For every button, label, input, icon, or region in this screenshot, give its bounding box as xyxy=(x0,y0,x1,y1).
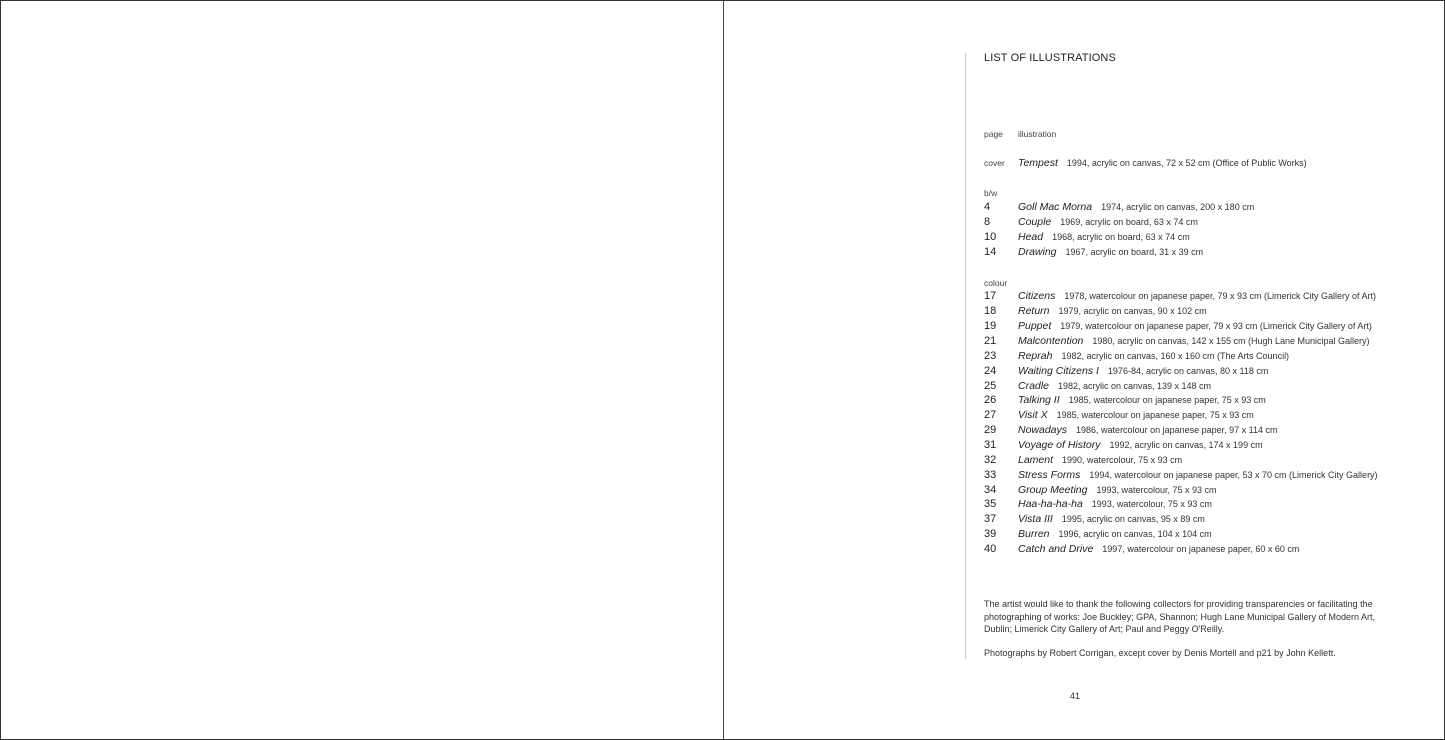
page-number: 18 xyxy=(984,305,997,317)
page-number: 33 xyxy=(984,469,997,481)
page-number: 34 xyxy=(984,484,997,496)
artwork-title: Goll Mac Morna xyxy=(1018,201,1093,213)
artwork-description: 1976-84, acrylic on canvas, 80 x 118 cm xyxy=(1107,366,1269,376)
artwork-description: 1992, acrylic on canvas, 174 x 199 cm xyxy=(1109,440,1263,450)
list-item xyxy=(984,200,1254,215)
page-number: 14 xyxy=(984,246,997,258)
margin-rule xyxy=(965,53,966,659)
artwork-description: 1995, acrylic on canvas, 95 x 89 cm xyxy=(1061,514,1205,524)
list-item xyxy=(984,423,1278,438)
artwork-description: 1993, watercolour, 75 x 93 cm xyxy=(1091,499,1212,509)
page-number: 19 xyxy=(984,320,997,332)
list-item xyxy=(984,527,1212,542)
list-item xyxy=(984,334,1370,349)
list-item xyxy=(984,408,1254,423)
page-number: 4 xyxy=(984,201,991,213)
page-number: 17 xyxy=(984,290,997,302)
artwork-description: 1990, watercolour, 75 x 93 cm xyxy=(1062,455,1183,465)
artwork-description: 1980, acrylic on canvas, 142 x 155 cm (Hugh Lane Municipal Gallery) xyxy=(1092,336,1370,346)
list-item xyxy=(984,289,1376,304)
list-item xyxy=(984,379,1211,394)
list-item xyxy=(984,393,1266,408)
artwork-title: Catch and Drive xyxy=(1018,543,1094,555)
artwork-title: Malcontention xyxy=(1018,335,1084,347)
artwork-title: Burren xyxy=(1018,528,1050,540)
artwork-description: 1986, watercolour on japanese paper, 97 x 114 cm xyxy=(1076,425,1278,435)
page-number: 21 xyxy=(984,335,997,347)
artwork-title: Return xyxy=(1018,305,1050,317)
page-number: 31 xyxy=(984,439,997,451)
list-item xyxy=(984,304,1207,319)
section-label-colour: colour xyxy=(984,278,1008,288)
page-number: 24 xyxy=(984,365,997,377)
page-number: 39 xyxy=(984,528,997,540)
artwork-title: Haa-ha-ha-ha xyxy=(1018,498,1083,510)
page-number: 32 xyxy=(984,454,997,466)
list-item xyxy=(984,364,1268,379)
page-number: 10 xyxy=(984,231,997,243)
page-number: 25 xyxy=(984,380,997,392)
photo-credits: Photographs by Robert Corrigan, except cover by Denis Mortell and p21 by John Kellett. xyxy=(984,648,1336,658)
list-item xyxy=(984,215,1198,230)
artwork-title: Visit X xyxy=(1018,409,1048,421)
list-item xyxy=(984,230,1190,245)
artwork-description: 1994, watercolour on japanese paper, 53 x 70 cm (Limerick City Gallery) xyxy=(1089,470,1378,480)
artwork-title: Reprah xyxy=(1018,350,1053,362)
cover-description: 1994, acrylic on canvas, 72 x 52 cm (Office of Public Works) xyxy=(1066,158,1307,168)
page-number: 37 xyxy=(984,513,997,525)
page-title: LIST OF ILLUSTRATIONS xyxy=(984,52,1116,64)
section-label-bw: b/w xyxy=(984,188,998,198)
artwork-title: Lament xyxy=(1018,454,1054,466)
artwork-description: 1985, watercolour on japanese paper, 75 x 93 cm xyxy=(1056,410,1254,420)
list-item xyxy=(984,453,1182,468)
list-item xyxy=(984,438,1263,453)
artwork-description: 1979, acrylic on canvas, 90 x 102 cm xyxy=(1058,306,1207,316)
page-number: 23 xyxy=(984,350,997,362)
list-item xyxy=(984,542,1299,557)
artwork-title: Vista III xyxy=(1018,513,1053,525)
list-item xyxy=(984,319,1372,334)
artwork-description: 1985, watercolour on japanese paper, 75 x 93 cm xyxy=(1068,395,1266,405)
artwork-description: 1967, acrylic on board, 31 x 39 cm xyxy=(1065,247,1204,257)
artwork-title: Stress Forms xyxy=(1018,469,1081,481)
page-number: 26 xyxy=(984,394,997,406)
list-item xyxy=(984,483,1217,498)
cover-entry xyxy=(984,156,1307,171)
artwork-description: 1968, acrylic on board, 63 x 74 cm xyxy=(1052,232,1190,242)
cover-title: Tempest xyxy=(1018,157,1058,169)
page-number: 29 xyxy=(984,424,997,436)
artwork-title: Nowadays xyxy=(1018,424,1068,436)
artwork-description: 1974, acrylic on canvas, 200 x 180 cm xyxy=(1101,202,1255,212)
column-header-page: page xyxy=(984,129,1003,139)
artwork-description: 1969, acrylic on board, 63 x 74 cm xyxy=(1060,217,1198,227)
list-item xyxy=(984,245,1203,260)
list-item xyxy=(984,497,1212,512)
spine-divider xyxy=(723,1,724,739)
list-item xyxy=(984,468,1378,483)
list-item xyxy=(984,349,1289,364)
column-header xyxy=(984,127,1056,142)
artwork-description: 1993, watercolour, 75 x 93 cm xyxy=(1096,485,1217,495)
artwork-description: 1982, acrylic on canvas, 160 x 160 cm (The Arts Council) xyxy=(1061,351,1290,361)
page-number: 27 xyxy=(984,409,997,421)
artwork-title: Citizens xyxy=(1018,290,1056,302)
artwork-title: Group Meeting xyxy=(1018,484,1088,496)
acknowledgement-text: The artist would like to thank the following collectors for providing transparencies or facilitating the photographing of works: Joe Buckley; GPA, Shannon; Hugh Lane Municipal Gallery of Modern Art, Dublin; Limerick City Gallery of Art; Paul and Peggy O'Reilly. xyxy=(984,599,1376,634)
artwork-title: Couple xyxy=(1018,216,1052,228)
column-header-illustration: illustration xyxy=(1018,129,1057,139)
artwork-title: Voyage of History xyxy=(1018,439,1101,451)
artwork-description: 1997, watercolour on japanese paper, 60 x 60 cm xyxy=(1102,544,1300,554)
cover-page-label: cover xyxy=(984,158,1005,168)
page-number: 35 xyxy=(984,498,997,510)
page-number-footer: 41 xyxy=(1070,691,1081,701)
page-number: 8 xyxy=(984,216,991,228)
artwork-title: Waiting Citizens I xyxy=(1018,365,1099,377)
artwork-description: 1978, watercolour on japanese paper, 79 x 93 cm (Limerick City Gallery of Art) xyxy=(1064,291,1377,301)
artwork-title: Head xyxy=(1018,231,1044,243)
artwork-title: Puppet xyxy=(1018,320,1052,332)
artwork-title: Drawing xyxy=(1018,246,1057,258)
artwork-description: 1979, watercolour on japanese paper, 79 x 93 cm (Limerick City Gallery of Art) xyxy=(1060,321,1372,331)
artwork-title: Talking II xyxy=(1018,394,1060,406)
list-item xyxy=(984,512,1205,527)
artwork-description: 1996, acrylic on canvas, 104 x 104 cm xyxy=(1058,529,1212,539)
artwork-title: Cradle xyxy=(1018,380,1049,392)
artwork-description: 1982, acrylic on canvas, 139 x 148 cm xyxy=(1057,381,1212,391)
page-number: 40 xyxy=(984,543,997,555)
